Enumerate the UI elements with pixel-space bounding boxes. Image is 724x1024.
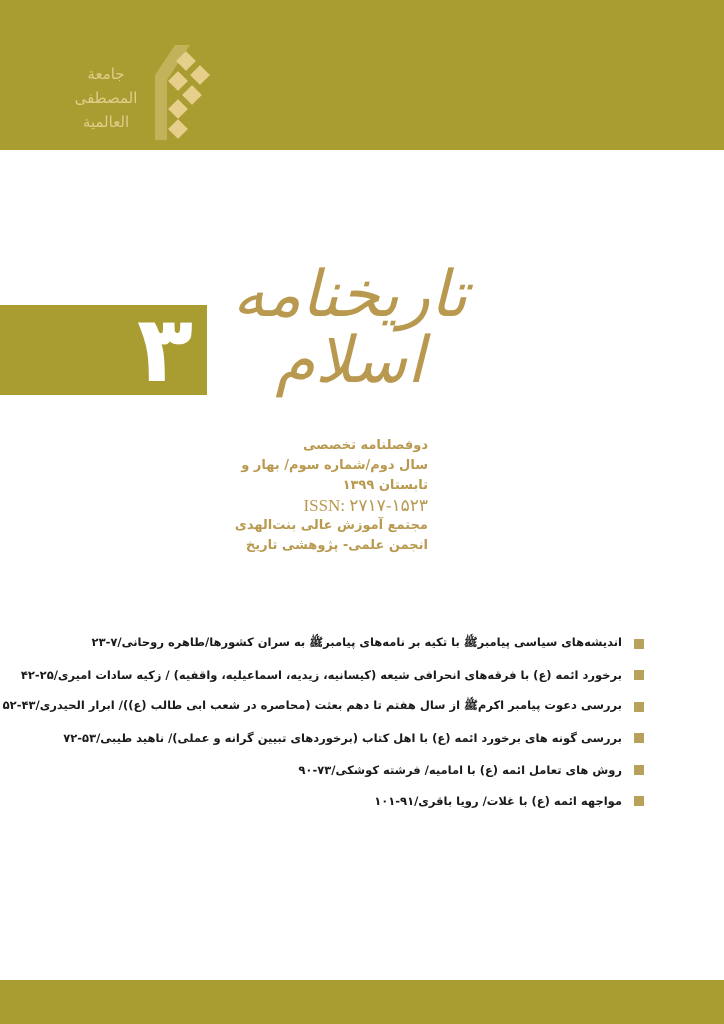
journal-volume: سال دوم/شماره سوم/ بهار و تابستان ۱۳۹۹ <box>241 458 428 493</box>
publisher-logo <box>70 40 210 140</box>
bullet-icon <box>634 733 644 743</box>
toc-item <box>24 786 644 818</box>
issn: ISSN: ۲۷۱۷-۱۵۲۳ <box>303 496 428 515</box>
institution: مجتمع آموزش عالی بنت‌الهدی <box>234 518 428 533</box>
bullet-icon <box>634 639 644 649</box>
table-of-contents <box>2 628 644 817</box>
bullet-icon <box>634 765 644 775</box>
toc-item <box>2 691 644 723</box>
toc-text: بررسی دعوت پیامبر اکرمﷺ از سال هفتم تا دهم بعثت (محاصره در شعب ابی طالب (ع))/ ابرار الحیدری/۴۳-۵۲ <box>2 698 622 713</box>
logo-line: العالمیة <box>82 113 130 131</box>
logo-emblem-icon <box>145 40 210 140</box>
bullet-icon <box>634 796 644 806</box>
association: انجمن علمی- پژوهشی تاریخ <box>245 538 428 553</box>
issue-number: ۳ <box>136 296 194 403</box>
toc-text: مواجهه ائمه (ع) با غلات/ رویا باقری/۹۱-۱۰۱ <box>374 794 622 809</box>
toc-text: بررسی گونه های برخورد ائمه (ع) با اهل کتاب (برخوردهای تبیین گرانه و عملی)/ ناهید طیبی/۵۳-۷۲ <box>63 731 622 746</box>
toc-text: اندیشه‌های سیاسی پیامبرﷺ با تکیه بر نامه‌های پیامبرﷺ به سران کشورها/طاهره روحانی/۷-۲۳ <box>91 635 622 650</box>
logo-text <box>70 62 142 134</box>
logo-line: المصطفی <box>74 89 138 107</box>
journal-info <box>220 436 428 556</box>
header-band <box>0 0 724 150</box>
toc-text: برخورد ائمه (ع) با فرقه‌های انحرافی شیعه (کیسانیه، زیدیه، اسماعیلیه، واقفیه) / زکیه سادات امیری/۲۵-۴۲ <box>20 668 622 683</box>
bullet-icon <box>634 670 644 680</box>
journal-type: دوفصلنامه تخصصی <box>302 438 428 453</box>
footer-band <box>0 980 724 1024</box>
bullet-icon <box>634 702 644 712</box>
toc-text: روش های تعامل ائمه (ع) با امامیه/ فرشته کوشکی/۷۳-۹۰ <box>298 762 622 777</box>
journal-title: تاریخنامه اسلام <box>232 258 468 398</box>
toc-item <box>24 754 644 786</box>
toc-item <box>24 628 644 660</box>
toc-item <box>20 660 644 692</box>
toc-item <box>24 723 644 755</box>
logo-line: جامعة <box>87 65 125 83</box>
